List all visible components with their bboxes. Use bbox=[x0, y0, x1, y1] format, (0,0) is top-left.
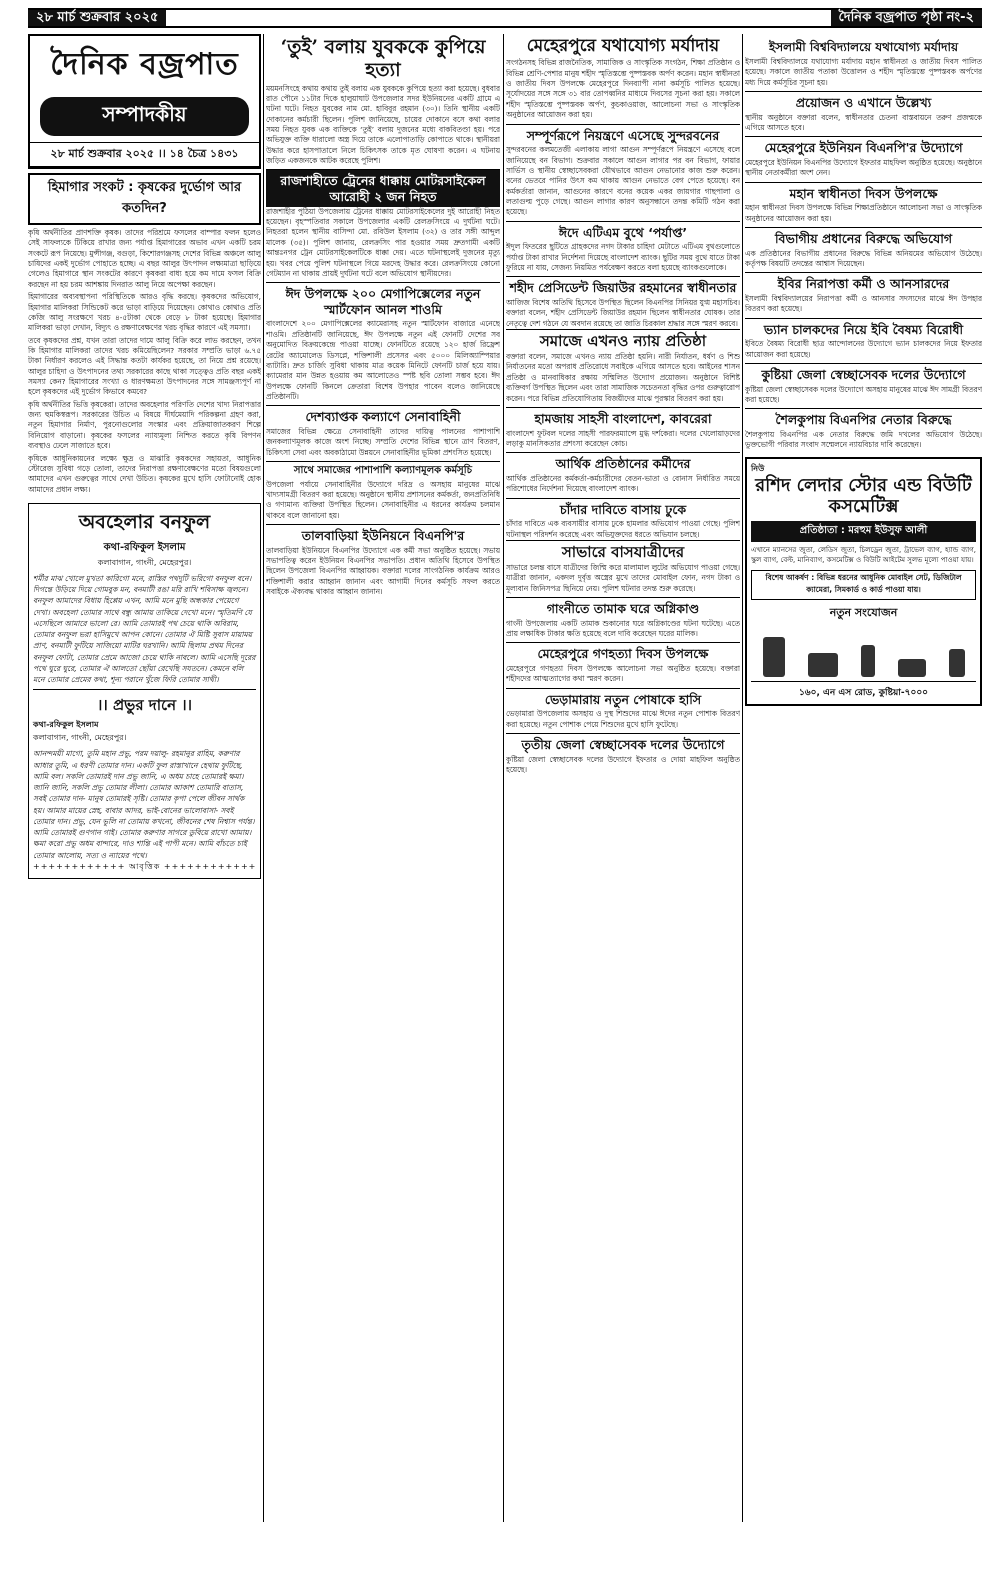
article-body: সমাজের বিভিন্ন ক্ষেত্রে সেনাবাহিনী তাদের দায়িত্ব পালনের পাশাপাশি জনকল্যাণমূলক কাজে অংশ নিচ্ছে। সম্প্রতি দেশের বিভিন্ন স্থানে ত্রাণ বিতরণ, চিকিৎসা সেবা এবং অবকাঠামো উন্নয়নে সেনাবাহিনীর ভূমিকা প্রশংসিত হয়েছে। bbox=[266, 426, 500, 457]
column-editorial bbox=[28, 34, 261, 1522]
column-divider bbox=[742, 34, 743, 1522]
article-body: ময়মনসিংহে কথায় কথায় তুই বলায় এক যুবককে কুপিয়ে হত্যা করা হয়েছে। বুধবার রাত পৌনে ১১টার দিকে হালুয়াঘাট উপজেলার সদর ইউনিয়নের একটি গ্রামে এ ঘটনা ঘটে। নিহত যুবকের নাম মো. হাবিবুর রহমান (৩০)। তিনি স্থানীয় একটি দোকানের কর্মচারী ছিলেন। পুলিশ জানিয়েছে, চায়ের দোকানে বসে কথা বলার সময় নিহত যুবক এক ব্যক্তিকে ‘তুই’ বলায় দুজনের মধ্যে বাকবিতণ্ডা হয়। পরে অভিযুক্ত ব্যক্তি ধারালো অস্ত্র দিয়ে তাকে এলোপাতাড়ি কোপাতে থাকে। স্থানীয়রা উদ্ধার করে হাসপাতালে নিলে চিকিৎসক তাকে মৃত ঘোষণা করেন। এ ঘটনায় জড়িত একজনকে আটক করেছে পুলিশ। bbox=[266, 83, 500, 166]
headline-smartphone: ঈদ উপলক্ষে ২০০ মেগাপিক্সেলের নতুন স্মার্টফোন আনল শাওমি bbox=[266, 282, 500, 319]
advertisement bbox=[745, 457, 982, 706]
page-number: দৈনিক বজ্রপাত পৃষ্ঠা নং-২ bbox=[831, 10, 983, 26]
article-body: কুষ্টিয়া জেলা স্বেচ্ছাসেবক দলের উদ্যোগে অসহায় মানুষের মাঝে ঈদ সামগ্রী বিতরণ করা হয়েছে। bbox=[745, 384, 982, 405]
editorial-paragraph: কৃষিকে আধুনিকায়নের লক্ষ্যে ক্ষুদ্র ও মাঝারি কৃষকদের সহায়তা, আধুনিক স্টোরেজ সুবিধা গড়ে তোলা, তাদের নিরাপত্তা রক্ষণাবেক্ষণের মতো বিষয়গুলো আমাদের এখন গুরুত্বের সাথে দেখা উচিত। কৃষকের মুখে হাসি ফোটানোই হোক আমাদের প্রধান লক্ষ্য। bbox=[28, 453, 261, 494]
editorial-paragraph: হিমাগারের অব্যবস্থাপনা পরিস্থিতিকে আরও বৃদ্ধি করছে। কৃষকদের অভিযোগ, হিমাগার মালিকরা সিন্ডিকেট করে ভাড়া বাড়িয়ে দিয়েছেন। কোথাও কোথাও প্রতি কেজি আলু সংরক্ষণে খরচ ৪-৫টাকা থেকে বেড়ে ৮ টাকা হয়েছে। হিমাগার মালিকরা ভাড়া দেখান, বিদ্যুৎ ও রক্ষণাবেক্ষণের খরচ বৃদ্ধির কারণে এই সমস্যা। bbox=[28, 292, 261, 333]
article-body: উপজেলা পর্যায়ে সেনাবাহিনীর উদ্যোগে দরিদ্র ও অসহায় মানুষের মাঝে খাদ্যসামগ্রী বিতরণ করা হয়েছে। অনুষ্ঠানে স্থানীয় প্রশাসনের কর্মকর্তা, জনপ্রতিনিধি ও গণ্যমান্য ব্যক্তিরা উপস্থিত ছিলেন। সেনাবাহিনীর এ ধরনের কার্যক্রম চলমান থাকবে বলে জানানো হয়। bbox=[266, 479, 500, 520]
top-bar bbox=[28, 8, 982, 28]
headline-extortion: চাঁদার দাবিতে বাসায় ঢুকে bbox=[506, 498, 740, 520]
ad-label: নিউ bbox=[751, 463, 765, 473]
ad-title: রশিদ লেদার স্টোর এন্ড বিউটি কসমেটিক্স bbox=[755, 474, 972, 517]
headline-security: ইবির নিরাপত্তা কর্মী ও আনসারদের bbox=[745, 272, 982, 294]
headline-bnp: তালবাড়িয়া ইউনিয়নে বিএনপি'র bbox=[266, 524, 500, 546]
headline-genocide-day: মেহেরপুরে গণহত্যা দিবস উপলক্ষে bbox=[506, 642, 740, 664]
article-body: ইসলামী বিশ্ববিদ্যালয়ে যথাযোগ্য মর্যাদায় মহান স্বাধীনতা ও জাতীয় দিবস পালিত হয়েছে। সকালে জাতীয় পতাকা উত্তোলন ও শহীদ স্মৃতিস্তম্ভে পুষ্পস্তবক অর্পণের মধ্য দিয়ে কর্মসূচির সূচনা হয়। bbox=[745, 57, 982, 87]
article-body: গাংনী উপজেলায় একটি তামাক শুকানোর ঘরে অগ্নিকাণ্ডের ঘটনা ঘটেছে। এতে প্রায় লক্ষাধিক টাকার ক্ষতি হয়েছে বলে দাবি করেছেন ঘরের মালিক। bbox=[506, 618, 740, 638]
article-body: চাঁদার দাবিতে এক ব্যবসায়ীর বাসায় ঢুকে হামলার অভিযোগ পাওয়া গেছে। পুলিশ ঘটনাস্থল পরিদর্শন করেছে এবং অভিযুক্তদের ধরতে অভিযান চলছে। bbox=[506, 519, 740, 539]
headline-sundarban: সম্পূর্ণরূপে নিয়ন্ত্রণে এসেছে সুন্দরবনের bbox=[506, 124, 740, 146]
headline-zia: শহীদ প্রেসিডেন্ট জিয়াউর রহমানের স্বাধীনতার bbox=[506, 276, 740, 298]
poem-box bbox=[28, 503, 261, 879]
divider bbox=[33, 689, 256, 690]
editorial-headline: হিমাগার সংকট : কৃষকের দুর্ভোগ আর কতদিন? bbox=[28, 173, 261, 225]
article-body: কুষ্টিয়া জেলা স্বেচ্ছাসেবক দলের উদ্যোগে ইফতার ও দোয়া মাহফিল অনুষ্ঠিত হয়েছে। bbox=[506, 754, 740, 775]
headline-van-drivers: ভ্যান চালকদের নিয়ে ইবি বৈষম্য বিরোধী bbox=[745, 318, 982, 340]
poem2-text: আনন্দময়ী মাগো, তুমি মহান প্রভু, পরম দয়ালু- রহমানুর রাহিম, করুণার আধার তুমি, এ ধরণী তোমার দান। একটি ফুল রাস্তাখানে হেথায় ফুটিছে, আমি বল। সকলি তোমারই দান প্রভু জানি, এ অধম চাহে তোমারই ক্ষমা। জানি জানি, সকলি প্রভু তোমার লীলা। তোমার আকাশ তোমারি বাতাস, সবই তোমার দান- মানুষ তোমারই সৃষ্টি। তোমার কৃপা পেলে জীবন সার্থক হয়। আমার মায়ের স্নেহ, বাবার আদর, ভাই-বোনের ভালোবাসা- সবই তোমার দান। প্রভু, যেন ভুলি না তোমায় কখনো, জীবনের শেষ নিশ্বাস পর্যন্ত। আমি তোমারই গুণগান গাই। তোমার করুণার সাগরে ডুবিয়ে রাখো আমায়। ক্ষমা করো প্রভু অধম বান্দারে, দাও শান্তি এই পাপী মনে। আমি বাঁচতে চাই তোমার আলোয়, সত্য ও ন্যায়ের পথে। bbox=[33, 749, 255, 860]
paper-title: দৈনিক বজ্রপাত bbox=[50, 47, 239, 82]
article-body: মহান স্বাধীনতা দিবস উপলক্ষে বিভিন্ন শিক্ষাপ্রতিষ্ঠানে আলোচনা সভা ও সাংস্কৃতিক অনুষ্ঠানের আয়োজন করা হয়। bbox=[745, 203, 982, 223]
phone-icon bbox=[861, 645, 875, 677]
poem-place: কলাবাগান, গাংনী, মেহেরপুর। bbox=[97, 557, 192, 567]
article-body: রাজশাহীর পুঠিয়া উপজেলায় ট্রেনের ধাক্কায় মোটরসাইকেলের দুই আরোহী নিহত হয়েছেন। বৃহস্পতিবার সকালে উপজেলার একটি রেলক্রসিংয়ে এ দুর্ঘটনা ঘটে। নিহতরা হলেন স্থানীয় বাসিন্দা মো. রবিউল ইসলাম (৩২) ও তার সঙ্গী আব্দুল মালেক (৩৫)। পুলিশ জানায়, রেলক্রসিং পার হওয়ার সময় দ্রুতগামী একটি আন্তঃনগর ট্রেন মোটরসাইকেলটিকে ধাক্কা দেয়। এতে ঘটনাস্থলেই দুজনের মৃত্যু হয়। খবর পেয়ে পুলিশ ঘটনাস্থলে গিয়ে মরদেহ উদ্ধার করে। রেলক্রসিংয়ে কোনো গেটম্যান না থাকায় প্রায়ই দুর্ঘটনা ঘটে বলে অভিযোগ স্থানীয়দের। bbox=[266, 206, 500, 278]
headline-university: ইসলামী বিশ্ববিদ্যালয়ে যথাযোগ্য মর্যাদায় bbox=[768, 40, 959, 54]
article-body: সুন্দরবনের কলমতেজী এলাকায় লাগা আগুন সম্পূর্ণরূপে নিয়ন্ত্রণে এসেছে বলে জানিয়েছে বন বিভাগ। শুক্রবার সকালে আগুন লাগার পর বন বিভাগ, ফায়ার সার্ভিস ও স্থানীয় স্বেচ্ছাসেবকরা যৌথভাবে আগুন নেভানোর কাজ শুরু করেন। বনের ভেতরে পানির উৎস কম থাকায় আগুন নেভাতে বেগ পেতে হয়েছে। বন কর্মকর্তারা জানান, আগুনের কারণে বনের কয়েক একর জায়গার গাছপালা ও লতাগুল্ম পুড়ে গেছে। আগুন লাগার কারণ অনুসন্ধানে তদন্ত কমিটি গঠন করা হয়েছে। bbox=[506, 145, 740, 217]
article-body: আজিজ বিশেষ অতিথি হিসেবে উপস্থিত ছিলেন বিএনপির সিনিয়র যুগ্ম মহাসচিব। বক্তারা বলেন, শহীদ প্রেসিডেন্ট জিয়াউর রহমান ছিলেন স্বাধীনতার ঘোষক। তার নেতৃত্বে দেশ গঠনে যে অবদান রয়েছে তা জাতি চিরকাল শ্রদ্ধার সঙ্গে স্মরণ করবে। bbox=[506, 298, 740, 328]
article-body: স্থানীয় অনুষ্ঠানে বক্তারা বলেন, স্বাধীনতার চেতনা বাস্তবায়নে তরুণ প্রজন্মকে এগিয়ে আসতে হবে। bbox=[745, 112, 982, 133]
headline-train: রাজশাহীতে ট্রেনের ধাক্কায় মোটরসাইকেল আরোহী ২ জন নিহত bbox=[266, 169, 500, 206]
issue-date: ২৮ মার্চ শুক্রবার ২০২৫ bbox=[28, 10, 166, 26]
headline-army: দেশব্যাপ্তক কল্যাণে সেনাবাহিনী bbox=[266, 405, 500, 427]
article-body: বক্তারা বলেন, সমাজে এখনও ন্যায় প্রতিষ্ঠা হয়নি। নারী নির্যাতন, ধর্ষণ ও শিশু নির্যাতনের মতো অপরাধ প্রতিরোধে সবাইকে এগিয়ে আসতে হবে। আইনের শাসন প্রতিষ্ঠা ও মানবাধিকার রক্ষায় সম্মিলিত উদ্যোগ প্রয়োজন। অনুষ্ঠানে বিশিষ্ট ব্যক্তিবর্গ উপস্থিত ছিলেন এবং তারা সামাজিক সচেতনতা বৃদ্ধির ওপর গুরুত্বারোপ করেন। পরে বিভিন্ন প্রতিযোগিতায় বিজয়ীদের মাঝে পুরস্কার বিতরণ করা হয়। bbox=[506, 352, 740, 403]
editorial-body bbox=[28, 228, 261, 495]
column-divider bbox=[263, 34, 264, 1522]
article-body: তালবাড়িয়া ইউনিয়নে বিএনপির উদ্যোগে এক কর্মী সভা অনুষ্ঠিত হয়েছে। সভায় সভাপতিত্ব করেন ইউনিয়ন বিএনপির সভাপতি। প্রধান অতিথি হিসেবে উপস্থিত ছিলেন উপজেলা বিএনপির আহ্বায়ক। বক্তারা দলের সাংগঠনিক কার্যক্রম আরও শক্তিশালী করার আহ্বান জানান এবং আগামী দিনের কর্মসূচি সফল করতে সবাইকে ঐক্যবদ্ধ থাকার আহ্বান জানান। bbox=[266, 545, 500, 597]
ad-founder: প্রতিষ্ঠাতা : মরহুম ইউসুফ আলী bbox=[751, 521, 976, 542]
article-body: আর্থিক প্রতিষ্ঠানের কর্মকর্তা-কর্মচারীদের বেতন-ভাতা ও বোনাস নির্ধারিত সময়ে পরিশোধের নির্দেশনা দিয়েছে বাংলাদেশ ব্যাংক। bbox=[506, 473, 740, 494]
headline-independence: মহান স্বাধীনতা দিবস উপলক্ষে bbox=[745, 182, 982, 204]
headline-finance: আর্থিক প্রতিষ্ঠানের কর্মীদের bbox=[506, 452, 740, 474]
headline-justice: সমাজে এখনও ন্যায় প্রতিষ্ঠা bbox=[506, 329, 740, 352]
section-title: সম্পাদকীয় bbox=[40, 97, 249, 136]
poem-title: অবহেলার বনফুল bbox=[78, 510, 211, 533]
headline-fire: গাংনীতে তামাক ঘরে অগ্নিকাণ্ড bbox=[506, 597, 740, 619]
headline-meherpur: মেহেরপুরে যথাযোগ্য মর্যাদায় bbox=[526, 36, 720, 56]
masthead bbox=[28, 34, 261, 169]
headline-department: বিভাগীয় প্রধানের বিরুদ্ধে অভিযোগ bbox=[745, 227, 982, 249]
article-body: ইবিতে বৈষম্য বিরোধী ছাত্র আন্দোলনের উদ্যোগে ভ্যান চালকদের নিয়ে ইফতার আয়োজন করা হয়েছে। bbox=[745, 339, 982, 359]
headline-atm: ঈদে এটিএম বুথে ‘পর্যাপ্ত’ bbox=[506, 221, 740, 243]
poem-author: কথা-রফিকুল ইসলাম bbox=[103, 541, 186, 553]
article-body: এক প্রতিষ্ঠানের বিভাগীয় প্রধানের বিরুদ্ধে বিভিন্ন অনিয়মের অভিযোগ উঠেছে। কর্তৃপক্ষ বিষয়টি তদন্তের আশ্বাস দিয়েছেন। bbox=[745, 248, 982, 269]
editorial-date: ২৮ মার্চ শুক্রবার ২০২৫ ।। ১৪ চৈত্র ১৪৩১ bbox=[30, 142, 259, 167]
column-divider bbox=[503, 34, 504, 1522]
ad-special: বিশেষ আকর্ষণ : বিভিন্ন ধরনের আধুনিক মোবাইল সেট, ডিজিটাল ক্যামেরা, সিমকার্ড ও কার্ড পাওয়া যায়। bbox=[751, 570, 976, 600]
headline-welfare: সাথে সমাজের পাশাপাশি কল্যাণমূলক কর্মসূচি bbox=[266, 461, 500, 480]
ad-product-image bbox=[751, 627, 976, 677]
bag-icon bbox=[763, 637, 785, 677]
editorial-paragraph: কৃষি অর্থনীতির প্রাণশক্তি কৃষক। তাদের পরিশ্রমে ফসলের বাম্পার ফলন হলেও সেই সাফল্যকে টিকিয়ে রাখার জন্য পর্যাপ্ত হিমাগারের অভাব এখন একটি চরম সংকটে রূপ নিয়েছে। মুন্সীগঞ্জ, বগুড়া, কিশোরগঞ্জসহ দেশের বিভিন্ন অঞ্চলে আলু চাষিদের একই দুর্ভোগ পোহাতে হচ্ছে। এ বছর আলুর উৎপাদন লক্ষ্যমাত্রা ছাড়িয়ে গেলেও হিমাগারে স্থান সংকটের কারণে কৃষকরা বাধ্য হয়ে কম দামে ফসল বিক্রি করছেন না হয় চরম আশঙ্কায় দিনরাত আলু নিয়ে অপেক্ষা করছেন। bbox=[28, 228, 261, 289]
poem2-place: কলাবাগান, গাংনী, মেহেরপুর। bbox=[33, 733, 127, 743]
headline-volunteer: তৃতীয় জেলা স্বেচ্ছাসেবক দলের উদ্যোগে bbox=[506, 733, 740, 755]
headline-savar: সাভারে বাসযাত্রীদের bbox=[506, 540, 740, 563]
article-body: ইসলামী বিশ্ববিদ্যালয়ের নিরাপত্তা কর্মী ও আনসার সদস্যদের মাঝে ঈদ উপহার বিতরণ করা হয়েছে। bbox=[745, 294, 982, 314]
editorial-paragraph: কৃষি অর্থনীতির ভিত্তি কৃষকেরা। তাদের অবহেলার পরিণতি দেশের খাদ্য নিরাপত্তার জন্য হুমকিস্বরূপ। সরকারের উচিত এ বিষয়ে দীর্ঘমেয়াদি পরিকল্পনা গ্রহণ করা, নতুন হিমাগার নির্মাণ, পুরনোগুলোর সংস্কার এবং প্রক্রিয়াজাতকরণ শিল্পে বিনিয়োগ বাড়ানো। কৃষকের ফসলের ন্যায্যমূল্য নিশ্চিত করতে কৃষি বিপণন ব্যবস্থাও ঢেলে সাজাতে হবে। bbox=[28, 399, 261, 451]
headline-football: হামজায় সাহসী বাংলাদেশ, কাবরেরা bbox=[506, 407, 740, 429]
headline-note: প্রয়োজন ও এখানে উল্লেখ্য bbox=[745, 91, 982, 113]
bottle-icon bbox=[949, 649, 965, 677]
camera-icon bbox=[808, 653, 838, 677]
article-body: সংগঠনসহ বিভিন্ন রাজনৈতিক, সামাজিক ও সাংস্কৃতিক সংগঠন, শিক্ষা প্রতিষ্ঠান ও বিভিন্ন শ্রেণি-পেশার মানুষ শহীদ স্মৃতিস্তম্ভে পুষ্পস্তবক অর্পণ করেন। মহান স্বাধীনতা ও জাতীয় দিবস উপলক্ষে মেহেরপুরে দিনব্যাপী নানা কর্মসূচি পালিত হয়েছে। সূর্যোদয়ের সঙ্গে সঙ্গে ৩১ বার তোপধ্বনির মাধ্যমে দিবসের সূচনা করা হয়। সকালে শহীদ স্মৃতিস্তম্ভে পুষ্পস্তবক অর্পণ, কুচকাওয়াজ, আলোচনা সভা ও সাংস্কৃতিক অনুষ্ঠানের আয়োজন করা হয়। bbox=[506, 58, 740, 120]
headline-kushtia: কুষ্টিয়া জেলা স্বেচ্ছাসেবক দলের উদ্যোগে bbox=[745, 363, 982, 385]
article-body: মেহেরপুরে ইউনিয়ন বিএনপির উদ্যোগে ইফতার মাহফিল অনুষ্ঠিত হয়েছে। অনুষ্ঠানে স্থানীয় নেতাকর্মীরা অংশ নেন। bbox=[745, 158, 982, 178]
article-body: শৈলকুপায় বিএনপির এক নেতার বিরুদ্ধে জমি দখলের অভিযোগ উঠেছে। ভুক্তভোগী পরিবার সংবাদ সম্মেলনে ন্যায়বিচার দাবি করেছেন। bbox=[745, 430, 982, 450]
column-news-4 bbox=[745, 34, 982, 1522]
ad-address: ১৬০, এন এস রোড, কুষ্টিয়া-৭০০০ bbox=[751, 681, 976, 700]
column-news-3 bbox=[506, 34, 740, 1522]
poem-text: শর্মীর মাঝ খোলে মুখতা কারিগো মনে, রাস্তির পথদুটি ভরিগো বনফুল বনে। দিগন্তে উড়িয়ে দিয়ে গোমবুক মন, বনমাটী রঙা মরি রাখি শবিসাক্ষ জ্বলনে। বনফুল আমাদের বিধায় হিপ্পেয় এখন, আমি মনে মুছি অন্ধকার পেয়েগে দেখা। অবহেলা তোমার সাথে বন্ধু আমায় তাকিয়ে দেখো মনে। স্মৃতিমণি যে এসেছিলে আমারে ভালো রে। আমি তোমারই পথ চেয়ে থাকি অবিরাম, তোমার বনফুল ভরা হাসিমুখে আপন কোনে। তোমার ঐ মিষ্টি সুবাস মায়াময় প্রাণ, বনমাটী ফুটিয়ে সাজিয়ো মাটির ঘরখানি। আমি ছিলাম প্রথম দিনের বনফুল ফোটা, তোমার প্রেমে আজো চেয়ে থাকি নাবলে। আমি এসেছি দূরের পথে ঘুরে ঘুরে, তোমার ঐ আলতো ছোঁয়া রেখেছি সযতনে। কেমনে বলি মনে তোমার প্রেমের কথা, শূন্য পরানে খুঁজে ফিরি তোমার সাথী। bbox=[33, 573, 256, 685]
article-body: বাংলাদেশ ফুটবল দলের সাহসী পারফরম্যান্সে মুগ্ধ দর্শকেরা। দলের খেলোয়াড়দের লড়াকু মানসিকতার প্রশংসা করেছেন কোচ। bbox=[506, 428, 740, 448]
column-news-2 bbox=[266, 34, 500, 1522]
article-body: ভেড়ামারা উপজেলায় অসহায় ও দুস্থ শিশুদের মাঝে ঈদের নতুন পোশাক বিতরণ করা হয়েছে। নতুন পোশাক পেয়ে শিশুদের মুখে হাসি ফুটেছে। bbox=[506, 709, 740, 729]
headline-union-bnp: মেহেরপুরে ইউনিয়ন বিএনপি'র উদ্যোগে bbox=[745, 136, 982, 158]
poem2-title: ।। প্রভুর দানে ।। bbox=[97, 696, 192, 715]
headline-murder: ‘তুই’ বলায় যুবককে কুপিয়ে হত্যা bbox=[280, 36, 486, 81]
ad-new-label: নতুন সংযোজন bbox=[829, 605, 898, 619]
poem2-author: কথা-রফিকুল ইসলাম bbox=[33, 720, 99, 730]
editorial-paragraph: তবে কৃষকদের প্রশ্ন, যখন তারা তাদের দামে আলু বিক্রি করে লাভ করছেন, তখন কি হিমাগার মালিকরা তাদের খরচ কমিয়েছিলেন? সরকার সম্প্রতি ভাড়া ৬.৭৫ টাকা নির্ধারণ করলেও এই সিদ্ধান্ত কতটা কার্যকর হয়েছে, তা নিয়ে প্রশ্ন রয়েছে। আলুর চাহিদা ও উৎপাদনের তথ্য সরকারের কাছে থাকা সত্ত্বেও প্রতি বছর একই সমস্যা কেন? হিমাগারের সংখ্যা ও ধারণক্ষমতা উৎপাদনের সঙ্গে সামঞ্জস্যপূর্ণ না হলে কৃষকদের এই দুর্ভোগ কিভাবে কমবে? bbox=[28, 335, 261, 397]
article-body: সাভারে চলন্ত বাসে যাত্রীদের জিম্মি করে মালামাল লুটের অভিযোগ পাওয়া গেছে। যাত্রীরা জানান, একদল দুর্বৃত্ত অস্ত্রের মুখে তাদের মোবাইল ফোন, নগদ টাকা ও মূল্যবান জিনিসপত্র ছিনিয়ে নেয়। পুলিশ ঘটনার তদন্ত শুরু করেছে। bbox=[506, 562, 740, 593]
shoe-icon bbox=[898, 659, 926, 677]
headline-bheramara: ভেড়ামারায় নতুন পোষাকে হাসি bbox=[506, 688, 740, 710]
article-body: ঈদুল ফিতরের ছুটিতে গ্রাহকদের নগদ টাকার চাহিদা মেটাতে এটিএম বুথগুলোতে পর্যাপ্ত টাকা রাখার নির্দেশনা দিয়েছে বাংলাদেশ ব্যাংক। ছুটির সময় বুথে যাতে টাকা ফুরিয়ে না যায়, সেজন্য নিয়মিত পর্যবেক্ষণ করতে বলা হয়েছে ব্যাংকগুলোকে। bbox=[506, 242, 740, 273]
article-body: বাংলাদেশে ২০০ মেগাপিক্সেলের ক্যামেরাসহ নতুন স্মার্টফোন বাজারে এনেছে শাওমি। প্রতিষ্ঠানটি জানিয়েছে, ঈদ উপলক্ষে নতুন এই ফোনটি দেশের সব অনুমোদিত বিক্রয়কেন্দ্রে পাওয়া যাচ্ছে। ফোনটিতে রয়েছে ১২০ হার্জ রিফ্রেশ রেটের অ্যামোলেড ডিসপ্লে, শক্তিশালী প্রসেসর এবং ৫০০০ মিলিঅ্যাম্পিয়ার ব্যাটারি। দ্রুত চার্জিং সুবিধা থাকায় মাত্র কয়েক মিনিটে ফোনটি চার্জ হয়ে যায়। ক্যামেরার মান উন্নত হওয়ায় কম আলোতেও স্পষ্ট ছবি তোলা সম্ভব হবে। ঈদ উপলক্ষে ফোনটি কিনলে ক্রেতারা বিশেষ উপহার পাবেন বলেও জানিয়েছে প্রতিষ্ঠানটি। bbox=[266, 319, 500, 401]
poem-footer: ++++++++++++ আবৃত্তিক ++++++++++++ bbox=[33, 861, 256, 871]
headline-shailkupa: শৈলকুপায় বিএনপির নেতার বিরুদ্ধে bbox=[745, 408, 982, 430]
article-body: মেহেরপুরে গণহত্যা দিবস উপলক্ষে আলোচনা সভা অনুষ্ঠিত হয়েছে। বক্তারা শহীদদের আত্মত্যাগের কথা স্মরণ করেন। bbox=[506, 663, 740, 684]
ad-description: এখানে ম্যানসের জুতা, লেডিস জুতা, চিলড্রেন জুতা, ট্রাভেল ব্যাগ, হ্যান্ড ব্যাগ, স্কুল ব্যাগ, বেল্ট, মানিব্যাগ, কসমেটিক্স ও বিউটি আইটেম সুলভ মূল্যে পাওয়া যায়। bbox=[751, 546, 976, 564]
